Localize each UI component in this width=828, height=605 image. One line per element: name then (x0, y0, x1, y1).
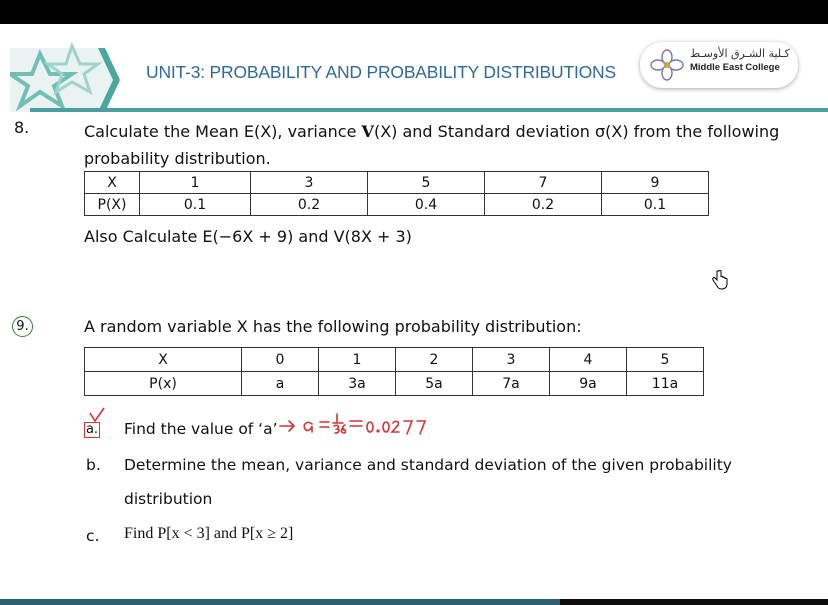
table-header-cell: X (85, 172, 140, 194)
table-cell: 7a (473, 372, 550, 396)
college-logo-icon (650, 49, 684, 81)
part-b-label: b. (86, 456, 101, 474)
table-header-cell: X (85, 348, 242, 372)
table-cell: 0.2 (485, 194, 602, 216)
part-c-text: Find P[x < 3] and P[x ≥ 2] (124, 525, 294, 542)
table-cell: 4 (550, 348, 627, 372)
question-8-also: Also Calculate E(−6X + 9) and V(8X + 3) (84, 227, 412, 246)
table-cell: 1 (319, 348, 396, 372)
bottom-bar (0, 599, 828, 605)
table-cell: 5a (396, 372, 473, 396)
college-name-arabic: كـلية الشـرق الأوسـط (690, 47, 790, 60)
part-a-label: a. (85, 422, 99, 437)
part-c-label: c. (86, 527, 100, 545)
table-cell: 5 (627, 348, 704, 372)
check-mark-icon (88, 407, 106, 423)
question-8-table (84, 171, 709, 216)
table-cell: 0.1 (602, 194, 709, 216)
table-cell: 9 (602, 172, 709, 194)
question-9-text: A random variable X has the following probability distribution: (84, 317, 582, 336)
table-cell: 3a (319, 372, 396, 396)
question-8-number: 8. (14, 118, 30, 137)
college-badge (640, 42, 798, 88)
table-row (85, 372, 704, 396)
handwritten-answer (278, 408, 464, 438)
worksheet-page (0, 24, 828, 599)
table-cell: 3 (251, 172, 368, 194)
table-row (85, 172, 709, 194)
part-a-text: Find the value of ‘a’ (124, 420, 278, 438)
table-row (85, 194, 709, 216)
question-9-table (84, 347, 704, 396)
header-divider (30, 108, 828, 112)
question-9-number: 9. (12, 316, 33, 337)
table-cell: 0.2 (251, 194, 368, 216)
table-cell: 3 (473, 348, 550, 372)
table-cell: 2 (396, 348, 473, 372)
table-cell: 7 (485, 172, 602, 194)
table-header-cell: P(X) (85, 194, 140, 216)
table-cell: 11a (627, 372, 704, 396)
table-cell: 0.1 (140, 194, 251, 216)
table-cell: a (242, 372, 319, 396)
table-row (85, 348, 704, 372)
unit-title: UNIT-3: PROBABILITY AND PROBABILITY DISTRIBUTIONS (146, 62, 616, 82)
table-header-cell: P(x) (85, 372, 242, 396)
college-name-english: Middle East College (690, 62, 780, 73)
part-b-text-line-1: Determine the mean, variance and standard deviation of the given probability (124, 456, 732, 474)
table-cell: 1 (140, 172, 251, 194)
table-cell: 0 (242, 348, 319, 372)
table-cell: 9a (550, 372, 627, 396)
svg-text:a = 1/36 = 0.0277: a = 1/36 = 0.0277 (278, 408, 286, 409)
table-cell: 5 (368, 172, 485, 194)
question-8-text: Calculate the Mean E(X), variance V(X) and Standard deviation σ(X) from the following probability distribution. (84, 122, 780, 168)
hand-cursor-icon (712, 270, 728, 290)
part-b-text-line-2: distribution (124, 490, 213, 508)
table-cell: 0.4 (368, 194, 485, 216)
